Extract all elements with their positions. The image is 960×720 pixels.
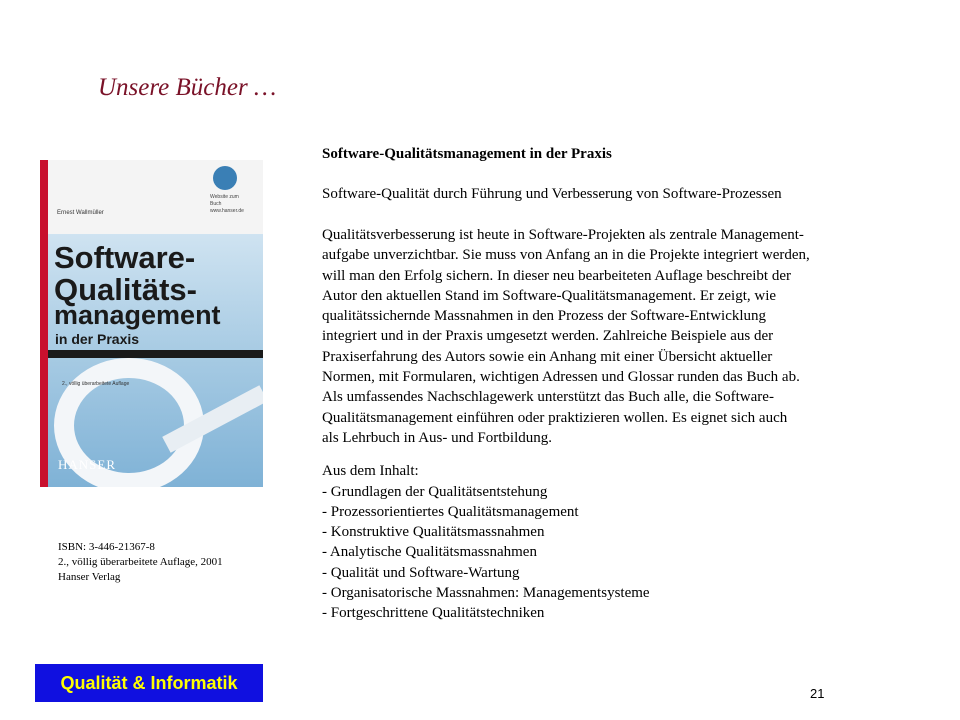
cover-publisher: HANSER [58,457,117,472]
description-line: Als umfassendes Nachschlagewerk unterstützt das Buch alle, die Software- [322,389,774,406]
description-line: Normen, mit Formularen, wichtigen Adressen und Glossar runden das Buch ab. [322,369,800,386]
cover-red-bar [40,160,48,487]
brand-logo [35,664,263,702]
book-title: Software-Qualitätsmanagement in der Praxis [322,146,612,162]
cover-subtitle-band [48,350,263,358]
cover-title-line: management [54,300,221,330]
edition-text: 2., völlig überarbeitete Auflage, 2001 [58,556,223,568]
contents-item: - Konstruktive Qualitätsmassnahmen [322,524,545,541]
cover-edition: 2., völlig überarbeitete Auflage [62,381,130,387]
description-line: integriert und in der Praxis umgesetzt werden. Zahlreiche Beispiele aus der [322,328,774,345]
publisher-text: Hanser Verlag [58,571,121,583]
contents-item: - Qualität und Software-Wartung [322,564,520,581]
contents-item: - Fortgeschrittene Qualitätstechniken [322,605,545,622]
description-line: Qualitätsverbesserung ist heute in Software-Projekten als zentrale Management- [322,227,804,243]
description-line: als Lehrbuch in Aus- und Fortbildung. [322,429,552,446]
book-description-panel [322,144,922,624]
cover-title-line: Qualitäts- [54,272,197,307]
description-line: Praxiserfahrung des Autors sowie ein Anhang mit einer Übersicht aktueller [322,348,773,365]
cover-author: Ernest Wallmüller [57,210,104,216]
cover-title-line: Software- [54,240,196,275]
globe-icon [213,166,237,190]
contents-item: - Analytische Qualitätsmassnahmen [322,544,537,561]
page-number: 21 [810,686,825,701]
cover-badge-text: Website zum Buch www.hanser.de [210,194,244,214]
isbn-text: ISBN: 3-446-21367-8 [58,541,155,553]
contents-item: - Grundlagen der Qualitätsentstehung [322,483,548,500]
contents-list [322,461,922,623]
description-line: will man den Erfolg sichern. In dieser neu bearbeiteten Auflage beschreibt der [322,267,791,284]
cover-title-line: in der Praxis [55,331,140,347]
book-cover-image [40,160,263,487]
description-line: aufgabe unverzichtbar. Sie muss von Anfang an in die Projekte integriert werden, [322,247,810,264]
book-description [322,225,922,448]
book-subtitle: Software-Qualität durch Führung und Verbesserung von Software-Prozessen [322,186,782,202]
contents-heading: Aus dem Inhalt: [322,463,419,480]
description-line: qualitätssichernde Massnahmen in den Prozess der Software-Entwicklung [322,308,767,325]
slide-title: Unsere Bücher … [98,74,277,101]
description-line: Autor den aktuellen Stand im Software-Qualitätsmanagement. Er zeigt, wie [322,287,777,304]
contents-item: - Organisatorische Massnahmen: Managementsysteme [322,585,650,602]
book-metadata [58,540,223,585]
contents-item: - Prozessorientiertes Qualitätsmanagement [322,503,579,520]
description-line: Qualitätsmanagement einführen oder praktizieren wollen. Es eignet sich auch [322,409,788,426]
brand-label: Qualität & Informatik [60,672,238,693]
